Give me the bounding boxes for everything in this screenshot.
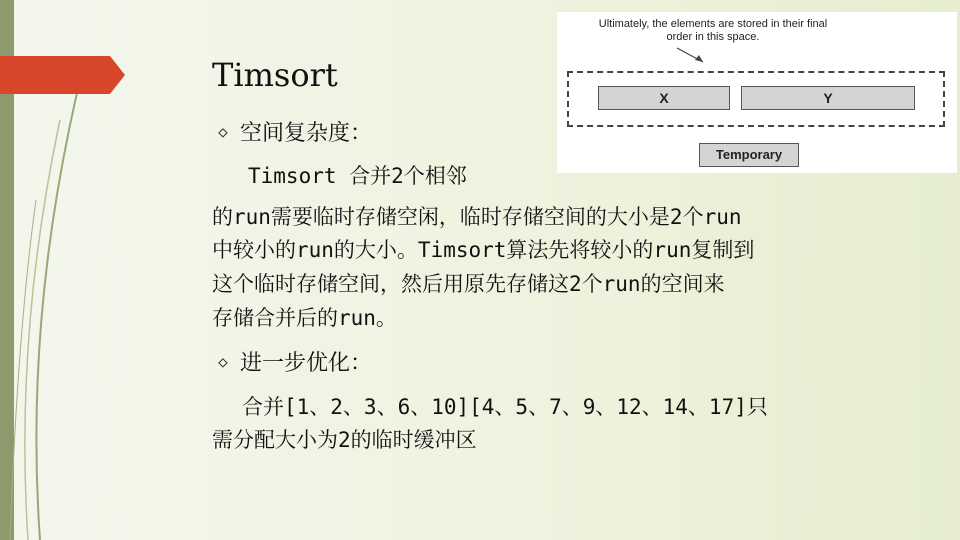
paragraph-line: 中较小的run的大小。Timsort算法先将较小的run复制到 <box>212 238 755 262</box>
diamond-bullet-icon: ◇ <box>218 352 228 371</box>
diamond-bullet-icon: ◇ <box>218 122 228 141</box>
title-accent-tab <box>0 56 125 94</box>
box-x: X <box>598 86 730 110</box>
bullet-label: 进一步优化： <box>240 351 373 376</box>
paragraph-line: 的run需要临时存储空闲，临时存储空间的大小是2个run <box>212 205 742 229</box>
figure-caption: Ultimately, the elements are stored in their final order in this space. <box>598 18 828 43</box>
bullet-further-optimization <box>214 346 372 377</box>
slide-title: Timsort <box>212 56 338 94</box>
bullet-space-complexity <box>214 116 372 147</box>
paragraph-line: 合并[1、2、3、6、10][4、5、7、9、12、14、17]只 <box>242 395 768 419</box>
bullet-label: 空间复杂度： <box>240 121 373 146</box>
paragraph-line: 需分配大小为2的临时缓冲区 <box>212 428 477 452</box>
memory-diagram-figure <box>557 12 957 173</box>
paragraph-line: Timsort 合并2个相邻 <box>248 164 467 188</box>
paragraph-line: 存储合并后的run。 <box>212 306 397 330</box>
temporary-box: Temporary <box>699 143 799 167</box>
box-y: Y <box>741 86 915 110</box>
paragraph-line: 这个临时存储空间，然后用原先存储这2个run的空间来 <box>212 272 725 296</box>
